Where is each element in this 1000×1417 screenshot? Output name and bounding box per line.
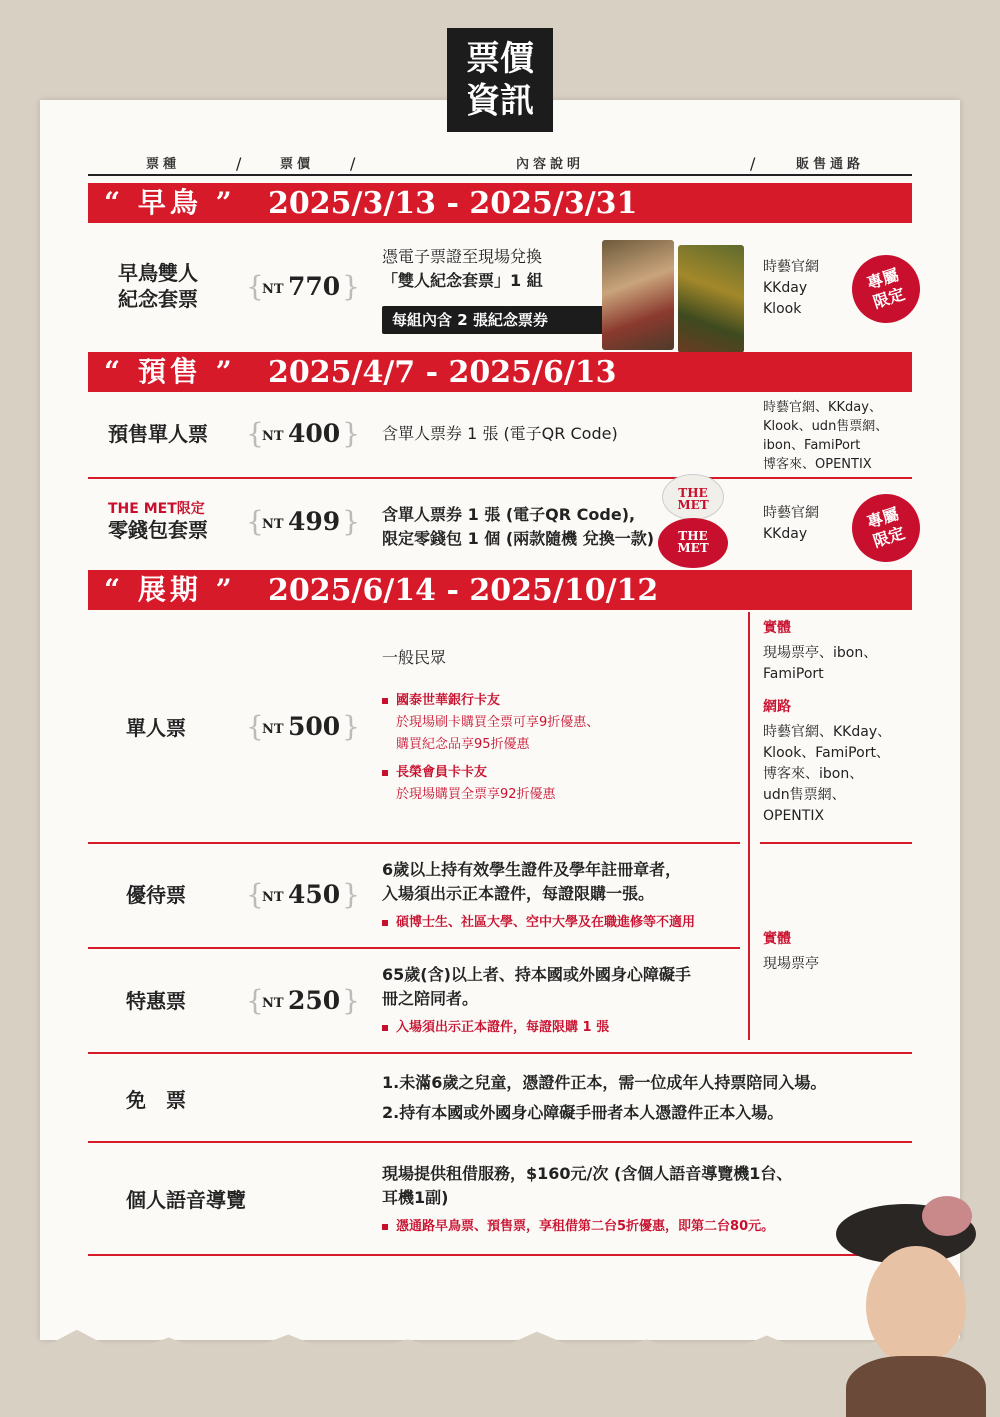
coin-purse-channels: 時藝官網 KKday [763,505,819,542]
special-desc: 65歲(含)以上者、持本國或外國身心障礙手 冊之陪同者。 [382,965,691,1008]
cathay-card-note: 國泰世華銀行卡友 於現場刷卡購買全票可享9折優惠、 購買紀念品享95折優惠 [382,690,599,756]
early-bird-ticket-name: 早鳥雙人 紀念套票 [118,261,198,311]
landscape-postcard-image [678,245,744,353]
coin-purse-price: { NT 499 } [246,505,360,538]
renoir-postcard-image [602,240,674,350]
single-ticket-desc: 一般民眾 [382,648,447,667]
single-ticket-name: 單人票 [126,716,186,740]
exhibition-channels: 實體 現場票亭、ibon、 FamiPort 網路 時藝官網、KKday、 Klook、FamiPort、 博客來、ibon、 udn售票網、 OPENTIX [763,620,892,824]
page-title: 票價 資訊 [447,28,553,132]
early-bird-dates: 2025/3/13 - 2025/3/31 [268,186,638,221]
audio-guide-name: 個人語音導覽 [126,1188,246,1212]
row-divider [88,1052,912,1054]
header-type: 票種 [146,157,181,172]
single-ticket-price: { NT 500 } [246,710,360,743]
header-price: 票價 [280,157,315,172]
early-bird-label: “ 早鳥 ” [104,186,236,219]
presale-single-name: 預售單人票 [108,422,208,446]
header-divider: / [350,154,356,173]
presale-dates: 2025/4/7 - 2025/6/13 [268,355,617,390]
concession-ticket-name: 優待票 [126,883,186,907]
audio-guide-desc: 現場提供租借服務，$160元/次 (含個人語音導覽機1台、 耳機1副) [382,1164,793,1207]
exhibition-dates: 2025/6/14 - 2025/10/12 [268,573,659,608]
channel-column-divider [748,612,750,1040]
free-ticket-conditions: 1.未滿6歲之兒童，憑證件正本，需一位成年人持票陪同入場。 2.持有本國或外國身心障礙手冊者本人憑證件正本入場。 [382,1073,827,1122]
early-bird-price: { NT 770 } [246,270,360,303]
early-bird-desc: 憑電子票證至現場兌換 「雙人紀念套票」1 組 [382,247,543,290]
bullet-icon [382,770,388,776]
early-bird-pill: 每組內含 2 張紀念票券 [382,306,610,334]
exhibition-label: “ 展期 ” [104,573,236,606]
audio-guide-note: 憑通路早鳥票、預售票，享租借第二台5折優惠，即第二台80元。 [382,1216,774,1238]
special-ticket-price: { NT 250 } [246,984,360,1017]
early-bird-band [88,183,912,223]
bullet-icon [382,698,388,704]
presale-single-channels: 時藝官網、KKday、 Klook、udn售票網、 ibon、FamiPort 博客來、OPENTIX [763,400,889,472]
row-divider [88,842,740,844]
red-coin-purse-image: THE MET [658,518,728,568]
bullet-icon [382,920,388,926]
coin-purse-name: 零錢包套票 [108,518,208,542]
white-coin-purse-image: THE MET [662,474,724,520]
presale-band [88,352,912,392]
concession-desc: 6歲以上持有效學生證件及學年註冊章者， 入場須出示正本證件，每證限購一張。 [382,860,682,903]
evergreen-card-note: 長榮會員卡卡友 於現場購買全票享92折優惠 [382,762,556,806]
header-divider: / [236,154,242,173]
coin-purse-desc: 含單人票券 1 張 (電子QR Code), 限定零錢包 1 個 (兩款隨機 兌換一款) [382,505,655,548]
bullet-icon [382,1224,388,1230]
free-ticket-name: 免 票 [126,1088,186,1112]
portrait-painting-image [836,1196,986,1417]
concession-note: 碩博士生、社區大學、空中大學及在職進修等不適用 [382,912,695,934]
row-divider [88,1141,912,1143]
concession-special-channels: 實體 現場票亭 [763,931,819,972]
special-ticket-name: 特惠票 [126,989,186,1013]
concession-ticket-price: { NT 450 } [246,878,360,911]
met-limited-tag: THE MET限定 [108,501,205,517]
row-divider [760,842,912,844]
bullet-icon [382,1025,388,1031]
exhibition-band [88,570,912,610]
exclusive-badge: 專屬 限定 [843,246,929,332]
presale-label: “ 預售 ” [104,355,236,388]
header-divider: / [750,154,756,173]
header-content: 內容說明 [516,157,585,172]
presale-single-price: { NT 400 } [246,417,360,450]
early-bird-channels: 時藝官網 KKday Klook [763,259,819,317]
header-rule [88,174,912,176]
header-channel: 販售通路 [796,157,865,172]
row-divider [88,477,912,479]
row-divider [88,947,740,949]
special-note: 入場須出示正本證件，每證限購 1 張 [382,1017,609,1039]
exclusive-badge: 專屬 限定 [843,485,929,571]
presale-single-desc: 含單人票券 1 張 (電子QR Code) [382,424,618,443]
row-divider [88,1254,912,1256]
